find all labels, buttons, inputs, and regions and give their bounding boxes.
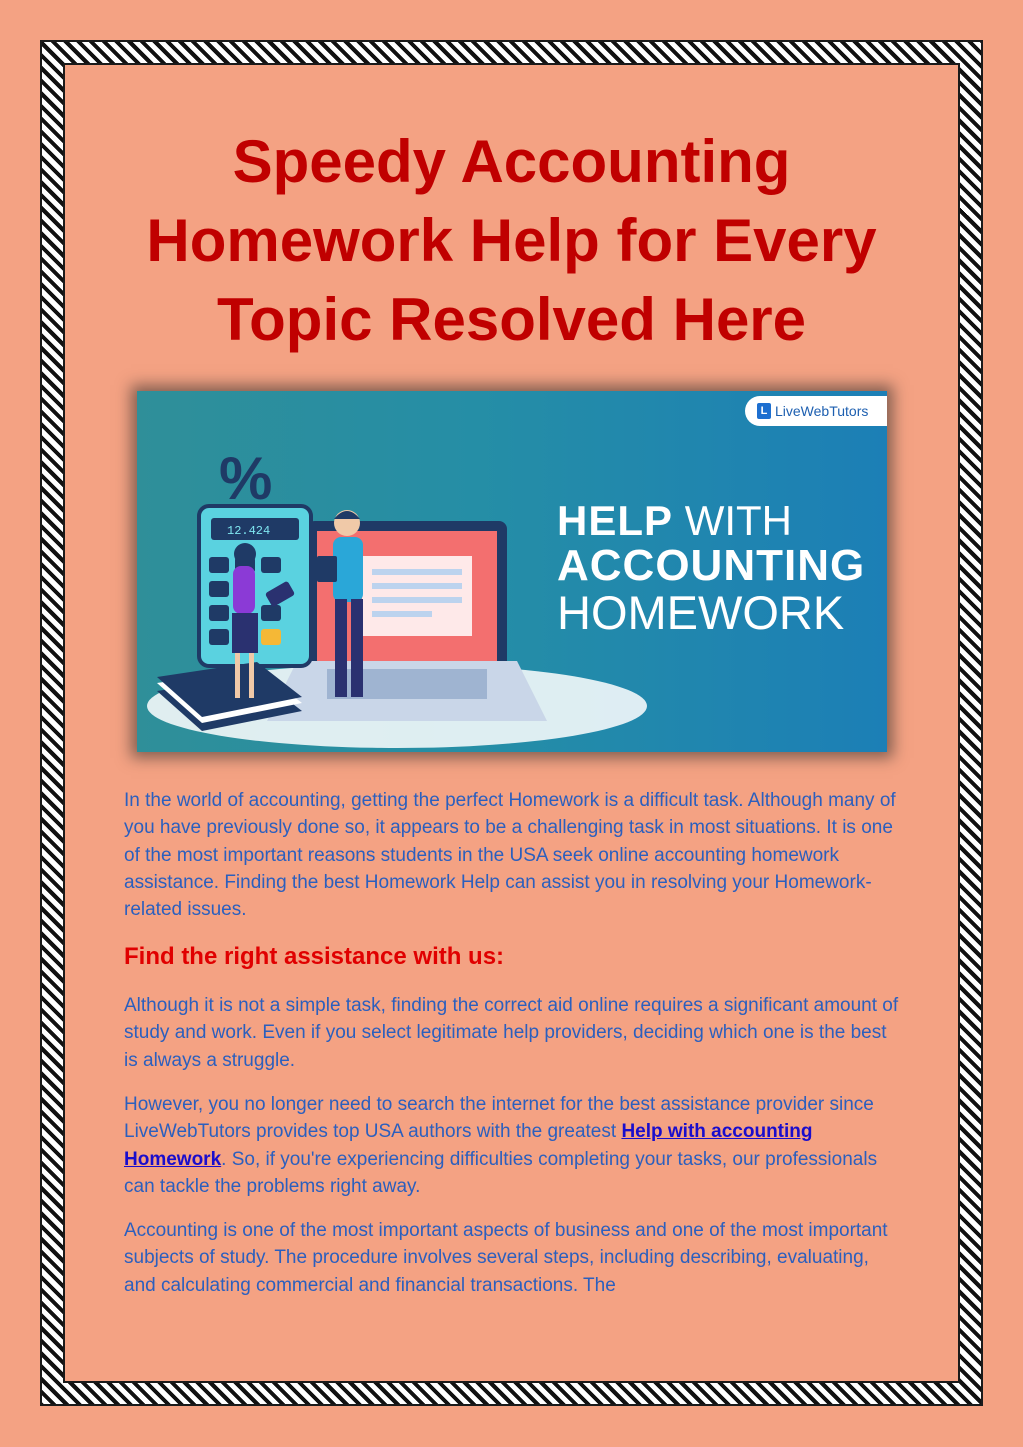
logo-mark-icon: L (757, 403, 771, 419)
section-heading: Find the right assistance with us: (124, 943, 505, 970)
banner-word-homework: HOMEWORK (557, 586, 845, 639)
help-with-accounting-homework-link[interactable]: Help with accounting Homework (124, 1121, 813, 1170)
paragraph-accounting-importance: Accounting is one of the most important aspects of business and one of the most important subjects of study. The procedure involves several steps, including describing, evaluating, and calculating commercial and financial transactions. The (124, 1220, 888, 1296)
paragraph-livewebtutors (124, 1091, 904, 1200)
paragraph-assistance: Although it is not a simple task, finding the correct aid online requires a significant amount of study and work. Even if you select legitimate help providers, deciding which one is the best is always a struggle. (124, 995, 899, 1071)
banner-word-accounting: ACCOUNTING (557, 541, 866, 590)
banner-word-help: HELP (557, 497, 674, 544)
percent-symbol: % (219, 445, 273, 512)
paragraph-intro: In the world of accounting, getting the perfect Homework is a difficult task. Although many of you have previously done so, it appears to be a challenging task in most situations. It is one of the most important reasons students in the USA seek online accounting homework assistance. Finding the best Homework Help can assist you in resolving your Homework-related issues. (124, 790, 896, 921)
paragraph-text-before-link: However, you no longer need to search the internet for the best assistance provider since LiveWebTutors provides top USA authors with the greatest (124, 1094, 874, 1143)
hero-banner-image (137, 391, 887, 752)
banner-headline (557, 499, 867, 637)
paragraph-text-after-link: . So, if you're experiencing difficulties completing your tasks, our professionals can tackle the problems right away. (124, 1148, 878, 1197)
page-title: Speedy Accounting Homework Help for Every Topic Resolved Here (146, 128, 877, 353)
banner-word-with: WITH (684, 497, 792, 544)
calculator-display: 12.424 (227, 524, 271, 538)
livewebtutors-logo (745, 396, 887, 426)
logo-text: LiveWebTutors (775, 403, 869, 419)
